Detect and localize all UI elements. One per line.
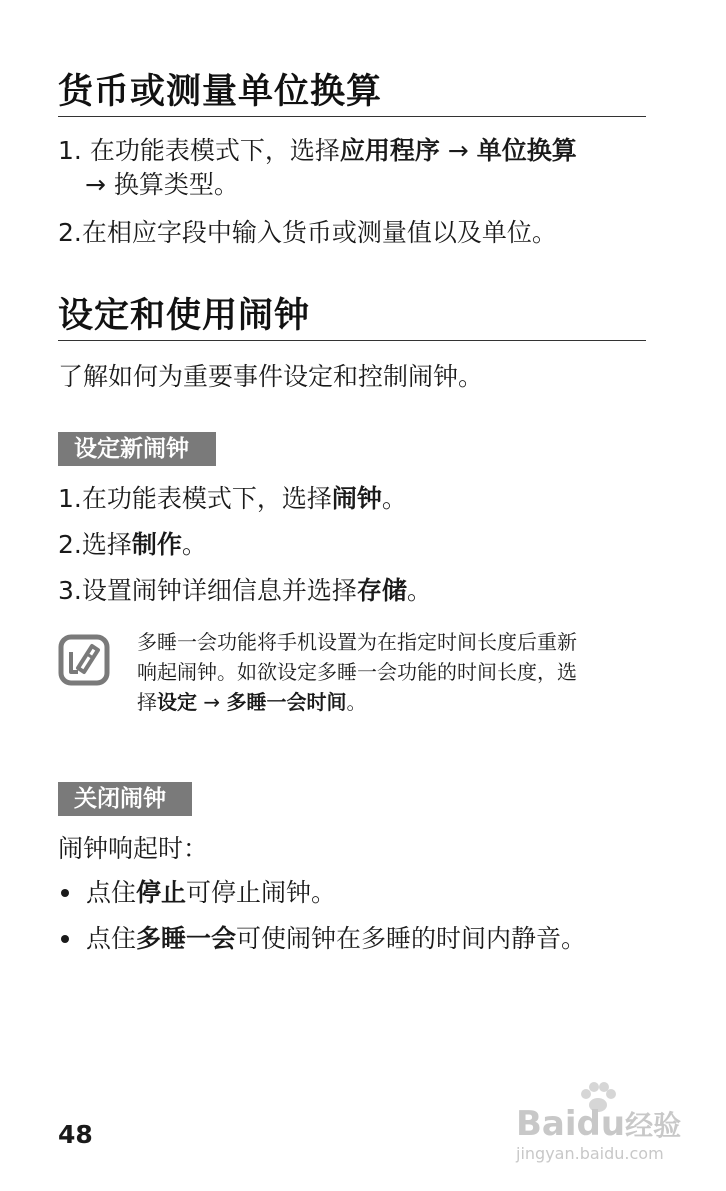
punctuation: 。 <box>381 484 407 513</box>
bullet-dot <box>61 935 69 943</box>
step-number: 2. <box>58 218 82 247</box>
watermark-url: jingyan.baidu.com <box>516 1144 664 1163</box>
note-line-1: 多睡一会功能将手机设置为在指定时间长度后重新 <box>137 630 577 654</box>
punctuation: 。 <box>346 690 367 714</box>
section-title-alarm: 设定和使用闹钟 <box>58 296 311 336</box>
page-number: 48 <box>58 1120 93 1149</box>
section-divider <box>58 116 646 117</box>
menu-term-settings: 设定 <box>157 690 197 714</box>
step-number: 2. <box>58 530 82 559</box>
stop-alarm-intro: 闹钟响起时： <box>58 834 209 863</box>
section-title-unit-conversion: 货币或测量单位换算 <box>58 72 383 112</box>
arrow-symbol: → <box>203 690 221 714</box>
step-text: 选择 <box>81 530 132 559</box>
step-text: 在功能表模式下，选择 <box>89 136 340 165</box>
watermark-suffix: 经验 <box>625 1109 682 1142</box>
note-text: 择 <box>137 690 157 714</box>
menu-term-snooze: 多睡一会 <box>136 924 237 953</box>
subheading-stop-alarm: 关闭闹钟 <box>58 782 192 816</box>
menu-term-create: 制作 <box>131 530 182 559</box>
note-line-3 <box>137 688 366 716</box>
alarm-intro: 了解如何为重要事件设定和控制闹钟。 <box>58 362 484 391</box>
bullet-dot <box>61 889 69 897</box>
step-2-set-alarm <box>58 528 207 562</box>
step-text: 设置闹钟详细信息并选择 <box>81 576 357 605</box>
step-1-set-alarm <box>58 482 407 516</box>
menu-term-snooze-time: 多睡一会时间 <box>226 690 347 714</box>
bullet-snooze <box>86 922 586 956</box>
step-3-set-alarm <box>58 574 432 608</box>
menu-term-unit-conversion: 单位换算 <box>476 136 577 165</box>
baidu-watermark <box>516 1082 696 1172</box>
note-line-2: 响起闹钟。如欲设定多睡一会功能的时间长度，选 <box>137 660 577 684</box>
step-text: 在功能表模式下，选择 <box>81 484 332 513</box>
step-2-unit-conversion <box>58 216 557 250</box>
section-divider <box>58 340 646 341</box>
subheading-set-new-alarm: 设定新闹钟 <box>58 432 216 466</box>
step-number: 1. <box>58 136 82 165</box>
punctuation: 。 <box>181 530 207 559</box>
arrow-symbol: → <box>447 136 469 165</box>
bullet-text: 可停止闹钟。 <box>186 878 337 907</box>
punctuation: 。 <box>406 576 432 605</box>
note-icon <box>58 634 110 686</box>
step-1-continuation: → 换算类型。 <box>85 170 239 199</box>
step-1-unit-conversion <box>58 134 577 168</box>
menu-term-applications: 应用程序 <box>339 136 440 165</box>
bullet-text: 点住 <box>86 924 137 953</box>
menu-term-stop: 停止 <box>136 878 187 907</box>
step-number: 3. <box>58 576 82 605</box>
bullet-text: 点住 <box>86 878 137 907</box>
menu-term-save: 存储 <box>356 576 407 605</box>
bullet-stop <box>86 876 336 910</box>
watermark-brand: Baidu <box>516 1104 626 1144</box>
menu-term-alarm: 闹钟 <box>331 484 382 513</box>
step-text: 在相应字段中输入货币或测量值以及单位。 <box>81 218 557 247</box>
step-number: 1. <box>58 484 82 513</box>
bullet-text: 可使闹钟在多睡的时间内静音。 <box>236 924 587 953</box>
